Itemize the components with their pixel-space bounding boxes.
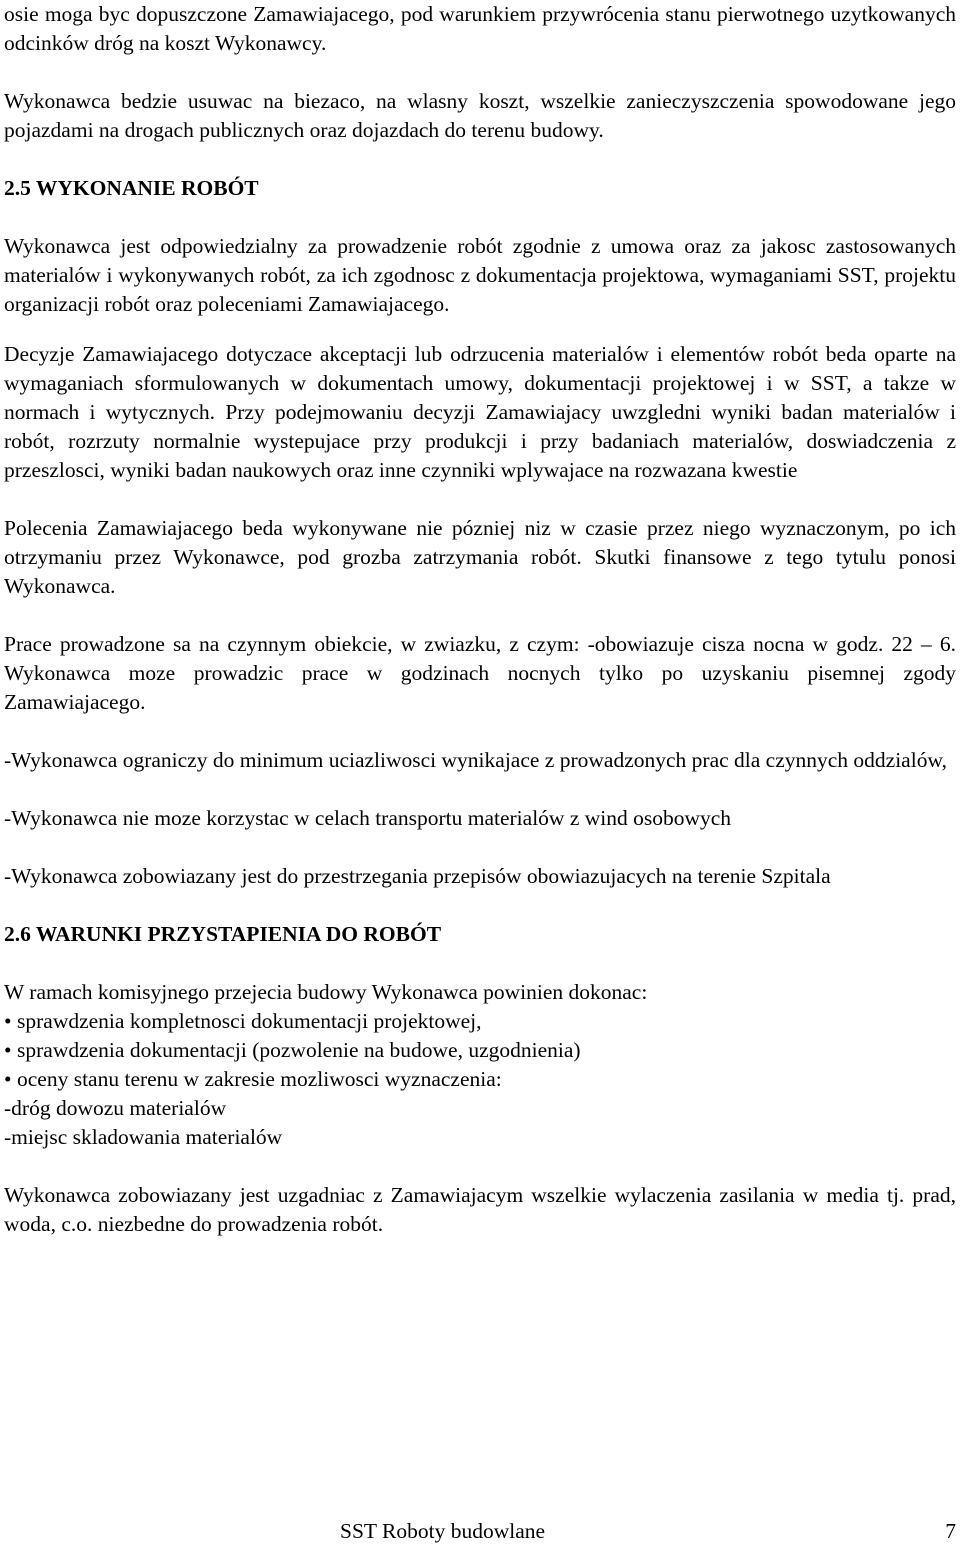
paragraph-minimize-nuisance: -Wykonawca ograniczy do minimum uciazliwosci wynikajace z prowadzonych prac dla czynnych oddzialów, (4, 748, 947, 772)
paragraph-power-outages: Wykonawca zobowiazany jest uzgadniac z Zamawiajacym wszelkie wylaczenia zasilania w media tj. prad, woda, c.o. niezbedne do prowadzenia robót. (4, 1183, 956, 1236)
sub-item: -miejsc skladowania materialów (4, 1125, 283, 1149)
paragraph-road-restoration: osie moga byc dopuszczone Zamawiajacego, pod warunkiem przywrócenia stanu pierwotnego uzytkowanych odcinków dróg na koszt Wykonawcy. (4, 2, 956, 55)
list-item: • sprawdzenia dokumentacji (pozwolenie na budowe, uzgodnienia) (4, 1036, 956, 1065)
paragraph-contractor-responsibility: Wykonawca jest odpowiedzialny za prowadzenie robót zgodnie z umowa oraz za jakosc zastosowanych materialów i wykonywanych robót, za ich zgodnosc z dokumentacja projektowa, wymaganiami SST, projektu organizacji robót oraz poleceniami Zamawiajacego. (4, 234, 956, 316)
document-page (4, 0, 956, 1239)
list-item: • oceny stanu terenu w zakresie mozliwosci wyznaczenia: (4, 1065, 956, 1094)
section-heading-2-5: 2.5 WYKONANIE ROBÓT (4, 176, 259, 200)
footer-page-number: 7 (945, 1519, 956, 1543)
sub-item: -dróg dowozu materialów (4, 1096, 227, 1120)
paragraph-cleanup: Wykonawca bedzie usuwac na biezaco, na wlasny koszt, wszelkie zanieczyszczenia spowodowane jego pojazdami na drogach publicznych oraz dojazdach do terenu budowy. (4, 89, 956, 142)
paragraph-decisions: Decyzje Zamawiajacego dotyczace akceptacji lub odrzucenia materialów i elementów robót beda oparte na wymaganiach sformulowanych w dokumentach umowy, dokumentacji projektowej i w SST, a takze w normach i wytycznych. Przy podejmowaniu decyzji Zamawiajacy uwzgledni wyniki badan materialów i robót, rozrzuty normalnie wystepujace przy produkcji i przy badaniach materialów, doswiadczenia z przeszlosci, wyniki badan naukowych oraz inne czynniki wplywajace na rozwazana kwestie (4, 342, 956, 482)
handover-checklist (4, 1007, 956, 1094)
paragraph-hospital-rules: -Wykonawca zobowiazany jest do przestrzegania przepisów obowiazujacych na terenie Szpitala (4, 864, 831, 888)
section-heading-2-6: 2.6 WARUNKI PRZYSTAPIENIA DO ROBÓT (4, 922, 442, 946)
footer-document-name: SST Roboty budowlane (340, 1519, 546, 1543)
paragraph-night-silence: Prace prowadzone sa na czynnym obiekcie, w zwiazku, z czym: -obowiazuje cisza nocna w godz. 22 – 6. Wykonawca moze prowadzic prace w godzinach nocnych tylko po uzyskaniu pisemnej zgody Zamawiajacego. (4, 632, 956, 714)
paragraph-no-passenger-elevators: -Wykonawca nie moze korzystac w celach transportu materialów z wind osobowych (4, 806, 732, 830)
paragraph-orders: Polecenia Zamawiajacego beda wykonywane nie pózniej niz w czasie przez niego wyznaczonym, po ich otrzymaniu przez Wykonawce, pod grozba zatrzymania robót. Skutki finansowe z tego tytulu ponosi Wykonawca. (4, 516, 956, 598)
list-item: • sprawdzenia kompletnosci dokumentacji projektowej, (4, 1007, 956, 1036)
paragraph-handover-intro: W ramach komisyjnego przejecia budowy Wykonawca powinien dokonac: (4, 980, 648, 1004)
